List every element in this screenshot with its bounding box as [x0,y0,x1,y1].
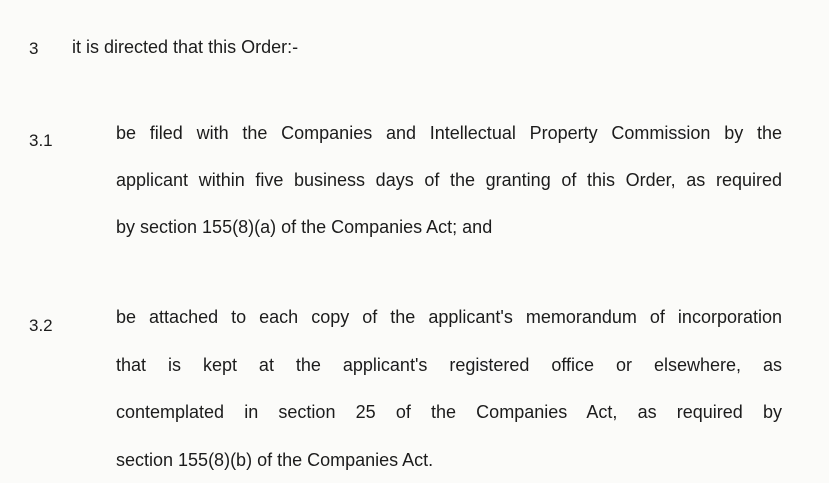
paragraph-3-2-line-3: contemplated in section 25 of the Companies Act, as required by [116,402,782,422]
paragraph-3-2-line-1: be attached to each copy of the applicant's memorandum of incorporation [116,307,782,327]
paragraph-3-1-line-2: applicant within five business days of the granting of this Order, as required [116,170,782,190]
paragraph-3-2-line-4: section 155(8)(b) of the Companies Act. [116,450,434,470]
paragraph-3-1-line-3: by section 155(8)(a) of the Companies Act; and [116,217,493,237]
paragraph-3-text: it is directed that this Order:- [72,37,299,57]
paragraph-3-1-number: 3.1 [29,131,53,150]
paragraph-3-1-line-1: be filed with the Companies and Intellectual Property Commission by the [116,123,782,143]
paragraph-3-number: 3 [29,39,39,58]
paragraph-3-2-line-2: that is kept at the applicant's registered office or elsewhere, as [116,355,782,375]
paragraph-3-2-number: 3.2 [29,316,53,335]
